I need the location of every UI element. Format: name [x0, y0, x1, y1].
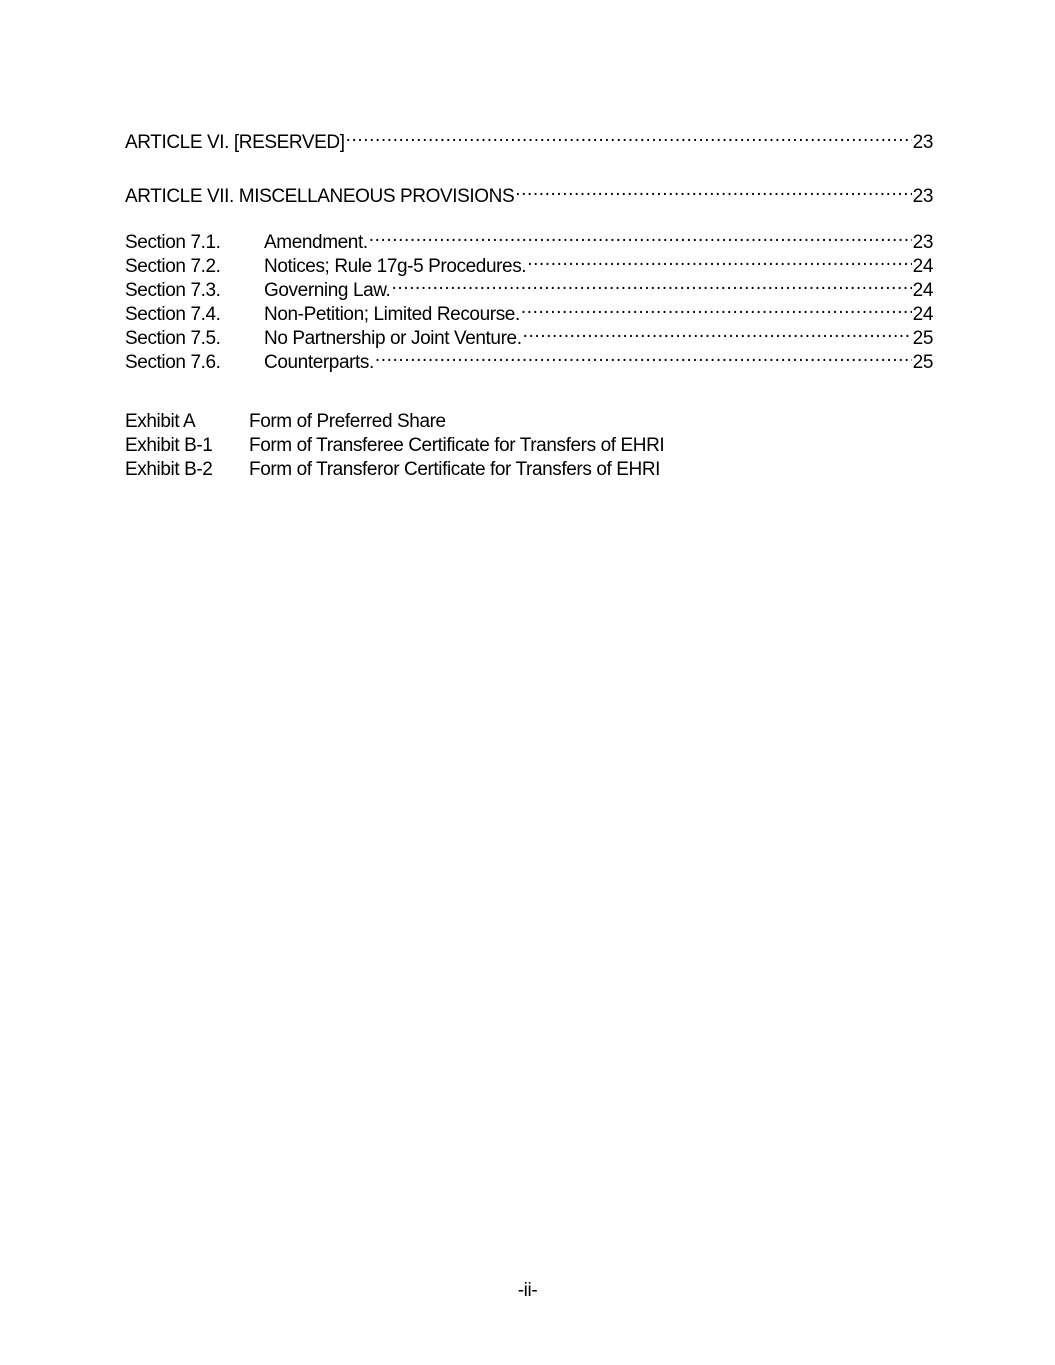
dot-leader — [521, 296, 912, 320]
exhibit-label: Exhibit B-2 — [125, 459, 213, 480]
section-title: Counterparts. — [264, 352, 374, 373]
section-number: Section 7.4. — [125, 304, 221, 325]
section-title: No Partnership or Joint Venture. — [264, 328, 522, 349]
exhibit-label: Exhibit B-1 — [125, 435, 213, 456]
dot-leader — [527, 248, 911, 272]
section-page: 23 — [912, 232, 933, 253]
exhibit-entry[interactable] — [125, 410, 664, 434]
dot-leader — [391, 272, 911, 296]
exhibit-title: Form of Transferee Certificate for Transfers of EHRI — [249, 435, 665, 456]
section-page: 24 — [912, 304, 933, 325]
section-title: Non-Petition; Limited Recourse. — [264, 304, 520, 325]
exhibit-title: Form of Preferred Share — [249, 411, 446, 432]
exhibit-title: Form of Transferor Certificate for Transfers of EHRI — [249, 459, 661, 480]
section-number: Section 7.6. — [125, 352, 221, 373]
page-number: -ii- — [517, 1280, 538, 1301]
dot-leader — [515, 178, 911, 202]
section-number: Section 7.1. — [125, 232, 221, 253]
exhibits-list — [125, 410, 664, 482]
section-title: Notices; Rule 17g-5 Procedures. — [264, 256, 527, 277]
toc-article-vi — [125, 124, 933, 153]
dot-leader — [346, 124, 912, 148]
exhibit-label: Exhibit A — [125, 411, 196, 432]
exhibit-entry[interactable] — [125, 434, 664, 458]
section-page: 24 — [912, 256, 933, 277]
section-page: 25 — [912, 352, 933, 373]
dot-leader — [369, 224, 912, 248]
toc-section-entry[interactable] — [125, 224, 933, 253]
toc-article-vii — [125, 178, 933, 207]
toc-sections-list — [125, 224, 933, 373]
toc-entry-title: ARTICLE VII. MISCELLANEOUS PROVISIONS — [125, 186, 515, 207]
toc-entry-page: 23 — [912, 132, 933, 153]
section-number: Section 7.5. — [125, 328, 221, 349]
section-number: Section 7.3. — [125, 280, 221, 301]
section-title: Amendment. — [264, 232, 368, 253]
toc-entry-page: 23 — [912, 186, 933, 207]
section-page: 25 — [912, 328, 933, 349]
section-number: Section 7.2. — [125, 256, 221, 277]
dot-leader — [523, 320, 912, 344]
toc-entry[interactable] — [125, 178, 933, 207]
toc-entry-title: ARTICLE VI. [RESERVED] — [125, 132, 345, 153]
section-page: 24 — [912, 280, 933, 301]
section-title: Governing Law. — [264, 280, 391, 301]
dot-leader — [375, 344, 912, 368]
exhibit-entry[interactable] — [125, 458, 664, 482]
toc-entry[interactable] — [125, 124, 933, 153]
